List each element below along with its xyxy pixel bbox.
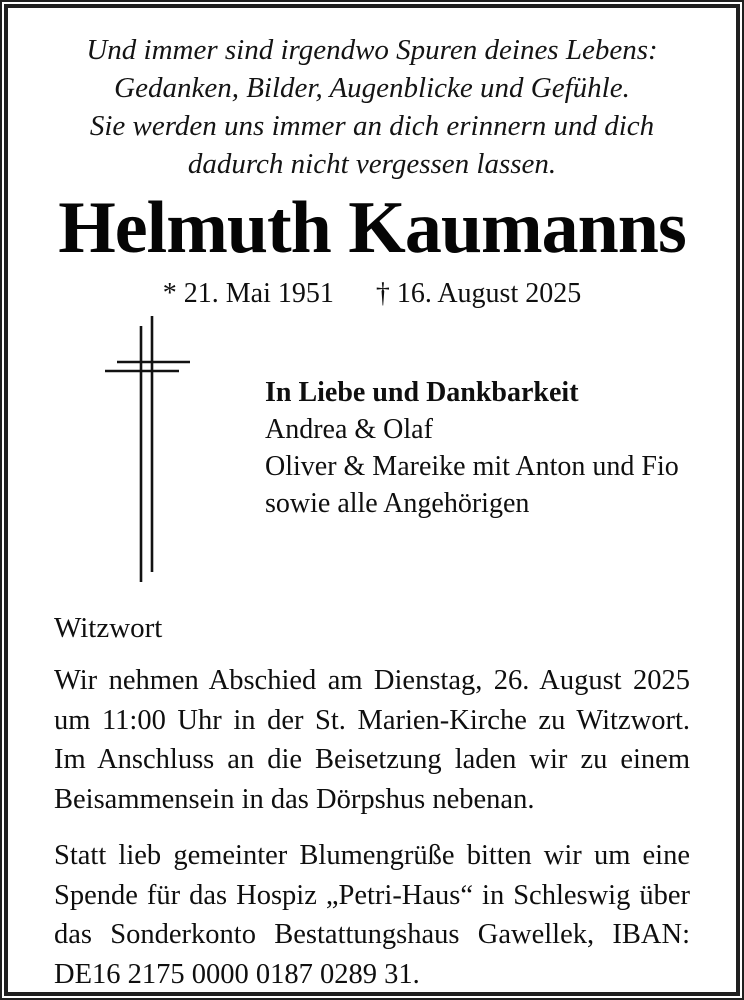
epigraph-line: dadurch nicht vergessen lassen. xyxy=(187,148,557,180)
birth-date xyxy=(163,278,334,309)
notice-inner-frame xyxy=(4,4,740,996)
cross-icon xyxy=(98,314,198,586)
birth-date-text: 21. Mai 1951 xyxy=(183,278,334,309)
birth-star-symbol: * xyxy=(162,278,177,309)
epigraph xyxy=(54,31,690,183)
funeral-info-paragraph: Wir nehmen Abschied am Dienstag, 26. August 2025 um 11:00 Uhr in der St. Marien-Kirche zu Witzwort. Im Anschluss an die Beisetzung laden wir zu einem Beisammensein in das Dörpshus nebenan. xyxy=(54,665,690,815)
mourners-line: Andrea & Olaf xyxy=(265,414,433,445)
mourners-line: Oliver & Mareike mit Anton und Fio xyxy=(265,451,679,482)
cross-and-family-section xyxy=(54,310,690,586)
mourners-heading: In Liebe und Dankbarkeit xyxy=(265,377,579,408)
death-date-text: 16. August 2025 xyxy=(396,278,582,309)
mourners-line: sowie alle Angehörigen xyxy=(265,488,530,519)
deceased-name: Helmuth Kaumanns xyxy=(58,187,686,269)
mourners-block xyxy=(265,310,690,522)
epigraph-line: Und immer sind irgendwo Spuren deines Lebens: xyxy=(86,34,658,66)
obituary-notice xyxy=(8,31,736,994)
life-dates xyxy=(54,278,690,310)
epigraph-line: Sie werden uns immer an dich erinnern und dich xyxy=(89,110,655,142)
epigraph-line: Gedanken, Bilder, Augenblicke und Gefühle. xyxy=(114,72,630,104)
death-date xyxy=(376,278,581,309)
donation-info-paragraph: Statt lieb gemeinter Blumengrüße bitten wir um eine Spende für das Hospiz „Petri-Haus“ in Schleswig über das Sonderkonto Bestattungshaus Gawellek, IBAN: DE16 2175 0000 0187 0289 31. xyxy=(54,840,690,990)
place-name: Witzwort xyxy=(54,612,163,644)
death-dagger-symbol: † xyxy=(375,278,390,309)
